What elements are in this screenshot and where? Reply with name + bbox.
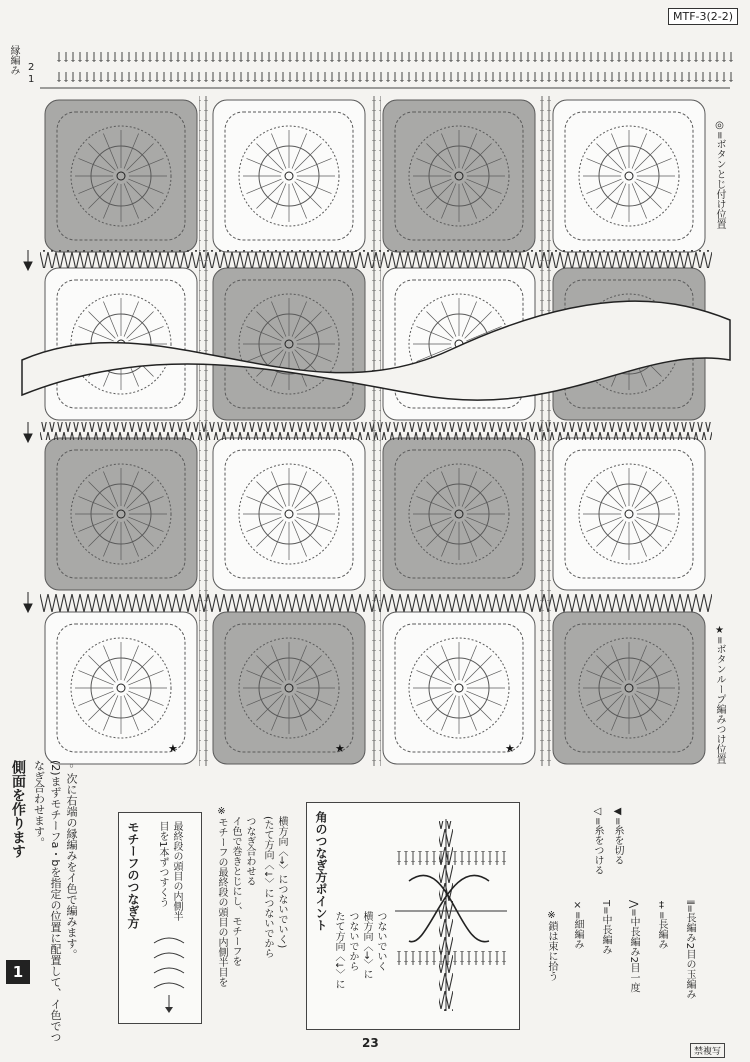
stitch-symbol-icon: ⦀ — [684, 900, 695, 905]
legend-label: =長編み — [656, 911, 667, 950]
edge-label: 縁編み — [8, 45, 19, 75]
svg-text:★: ★ — [335, 742, 345, 755]
motif-square — [213, 100, 365, 252]
corner-join-box — [306, 802, 520, 1030]
motif-note-line: 横方向〈→〉につないでいく) — [276, 816, 287, 949]
svg-text:1: 1 — [28, 74, 35, 85]
legend-cut: ◀=糸を切る — [612, 806, 623, 866]
legend-label: =細編み — [572, 911, 583, 950]
motif-square — [553, 438, 705, 590]
corner-caption-line: たて方向〈↓〉に — [333, 911, 344, 990]
join-seam-vertical — [199, 96, 211, 766]
legend-row — [682, 900, 697, 999]
legend-note: ※鎖は束に拾う — [546, 910, 557, 981]
doc-code-badge: MTF-3(2-2) — [668, 8, 738, 25]
motif-join-title: モチーフのつなぎ方 — [126, 821, 140, 929]
motif-join-box — [118, 812, 202, 1024]
step-note: ◦次に右端の縁編みをイ色で編みます。 — [65, 760, 78, 960]
join-stitch-sketch — [149, 933, 189, 1013]
motif-square — [213, 438, 365, 590]
step-text: (2)まずモチーフa・bを指定の位置に配置して、イ色でつなぎ合わせます。 — [32, 760, 62, 1043]
stitch-symbol-icon: × — [572, 900, 583, 911]
stitch-legend — [540, 800, 710, 1030]
corner-join-title: 角のつなぎ方ポイント — [314, 811, 328, 931]
motif-square — [383, 100, 535, 252]
motif-square — [553, 100, 705, 252]
motif-note-line: つなぎ合わせる — [244, 816, 255, 886]
footer-tag: 禁複写 — [690, 1043, 725, 1058]
legend-row — [598, 900, 613, 955]
motif-grid — [40, 96, 712, 766]
stitch-symbol-icon: T — [600, 900, 611, 907]
corner-join-diagram — [389, 811, 513, 1021]
stitch-symbol-icon: ‡ — [656, 900, 667, 911]
legend-label: =長編み2目の玉編み — [684, 904, 695, 1000]
corner-caption-line: つないでいく — [375, 911, 386, 971]
join-seam-vertical — [539, 96, 551, 766]
motif-note-line: (たて方向〈↓〉につないでから — [262, 816, 273, 959]
legend-row — [626, 900, 641, 993]
edge-rows — [40, 52, 735, 88]
legend-label: =中長編み2目一度 — [628, 908, 639, 993]
corner-caption-line: 横方向〈→〉に — [361, 911, 372, 980]
svg-text:★: ★ — [505, 742, 515, 755]
motif-square — [213, 268, 365, 420]
section-title: 側面を作ります — [10, 760, 26, 858]
motif-square — [553, 612, 705, 764]
attach-icon: ◁ — [592, 806, 603, 817]
cut-icon: ◀ — [612, 806, 623, 817]
legend-row — [570, 900, 585, 949]
row-numbers — [28, 62, 34, 85]
legend-attach: ◁=糸をつける — [592, 806, 603, 876]
motif-square — [383, 438, 535, 590]
corner-caption-line: つないでから — [347, 911, 358, 971]
section-number: 1 — [6, 960, 30, 984]
motif-square — [45, 100, 197, 252]
motif-join-desc: 最終段の頭目の内側半目を1本ずつすくう — [157, 821, 182, 921]
motif-note-line: ※モチーフの最終段の頭目の内側半目を — [216, 806, 227, 987]
svg-text:★: ★ — [168, 742, 178, 755]
stitch-symbol-icon: ⋀ — [628, 900, 639, 909]
join-arrows — [24, 250, 32, 612]
legend-label: =中長編み — [600, 906, 611, 955]
motif-note-line: イ色で巻きとじにし、モチーフを — [230, 816, 241, 966]
join-seam-vertical — [369, 96, 381, 766]
button-loop-label: ★=ボタンループ編みつけ位置 — [714, 625, 725, 765]
page-number: 23 — [362, 1036, 379, 1050]
button-position-label: ◎=ボタンとじ付け位置 — [714, 120, 725, 230]
motif-square — [45, 438, 197, 590]
svg-text:2: 2 — [28, 62, 35, 73]
legend-row — [654, 900, 669, 949]
